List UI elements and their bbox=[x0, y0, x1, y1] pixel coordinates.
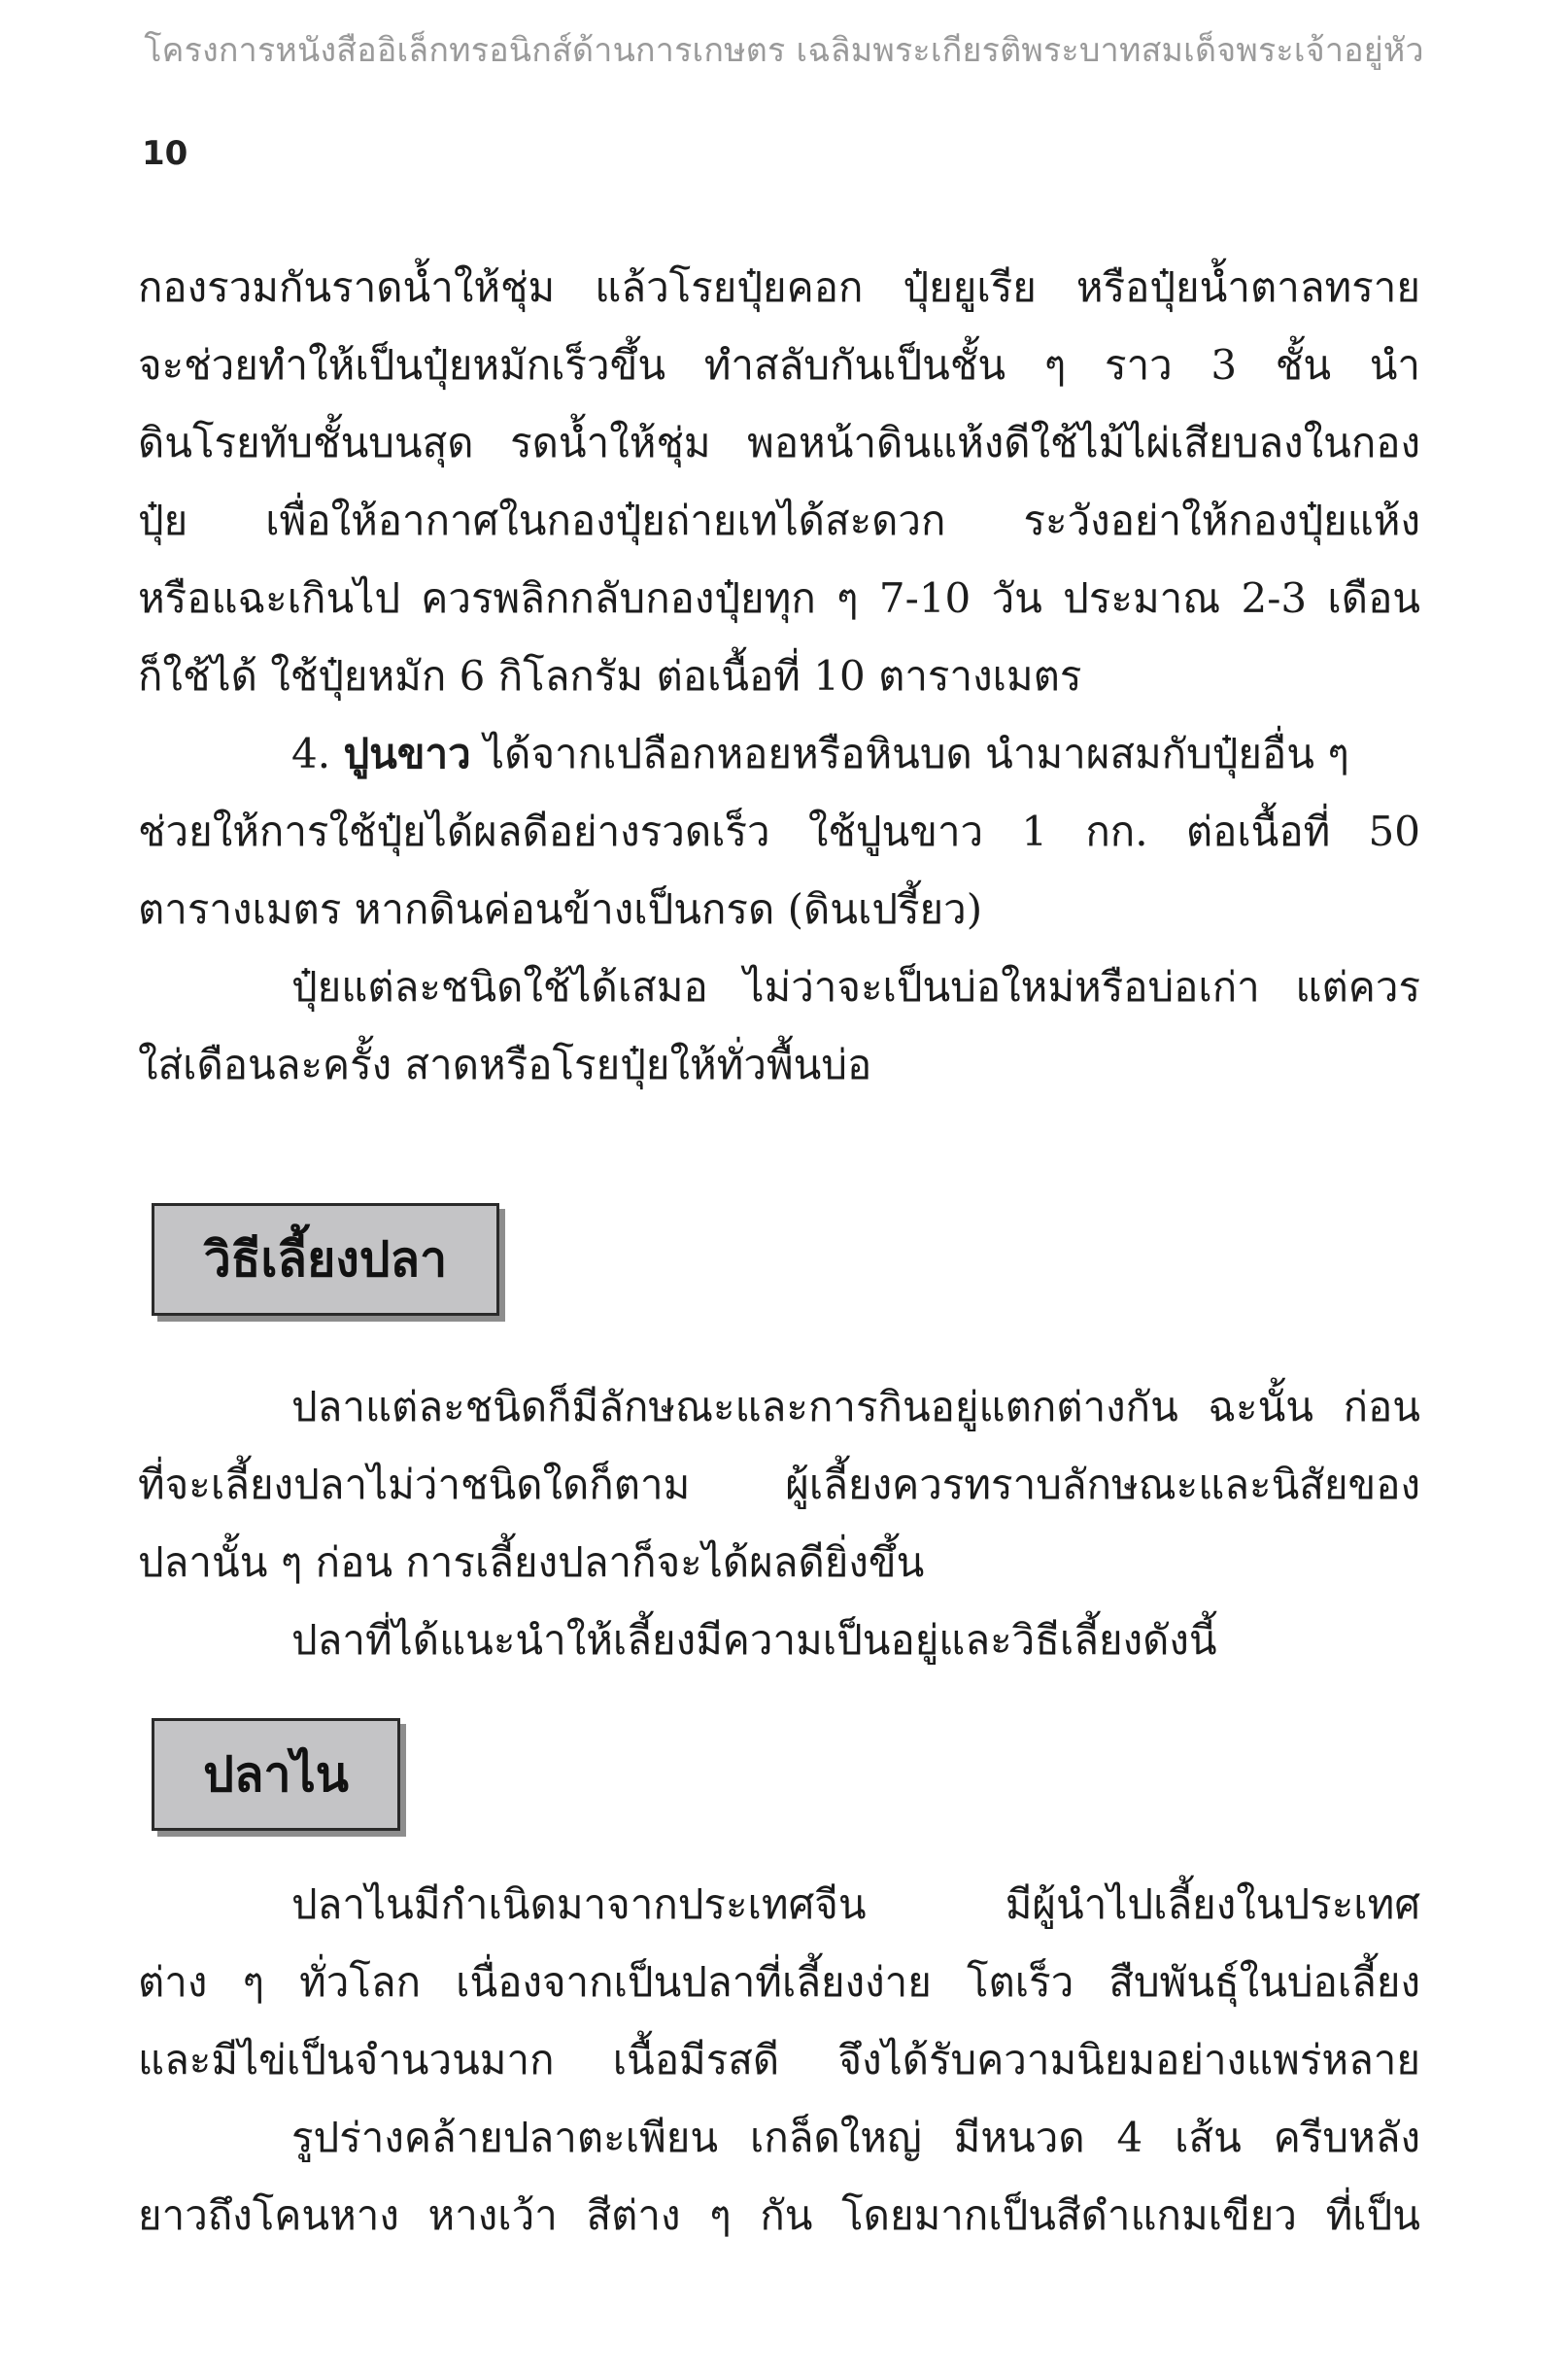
text-line: ใส่เดือนละครั้ง สาดหรือโรยปุ๋ยให้ทั่วพื้นบ่อ bbox=[138, 1041, 872, 1088]
text-line: ปลานั้น ๆ ก่อน การเลี้ยงปลาก็จะได้ผลดียิ่งขึ้น bbox=[138, 1538, 925, 1586]
text-line: ปลาที่ได้แนะนำให้เลี้ยงมีความเป็นอยู่และวิธีเลี้ยงดังนี้ bbox=[291, 1616, 1217, 1664]
text-line: และมีไข่เป็นจำนวนมาก เนื้อมีรสดี จึงได้รับความนิยมอย่างแพร่หลาย bbox=[138, 2036, 1420, 2083]
text-line: ดินโรยทับชั้นบนสุด รดน้ำให้ชุ่ม พอหน้าดินแห้งดีใช้ไม้ไผ่เสียบลงในกอง bbox=[138, 419, 1420, 466]
page-number: 10 bbox=[142, 134, 188, 173]
text-line: ตารางเมตร หากดินค่อนข้างเป็นกรด (ดินเปรี้ยว) bbox=[138, 885, 983, 933]
section-heading-common-carp: ปลาไน bbox=[152, 1718, 400, 1831]
text-line: ยาวถึงโคนหาง หางเว้า สีต่าง ๆ กัน โดยมากเป็นสีดำแกมเขียว ที่เป็น bbox=[138, 2191, 1420, 2239]
list-item-term: ปูนขาว bbox=[343, 730, 471, 777]
text-line: ก็ใช้ได้ ใช้ปุ๋ยหมัก 6 กิโลกรัม ต่อเนื้อที่ 10 ตารางเมตร bbox=[138, 652, 1082, 700]
text-line: จะช่วยทำให้เป็นปุ๋ยหมักเร็วขึ้น ทำสลับกันเป็นชั้น ๆ ราว 3 ชั้น นำ bbox=[138, 341, 1420, 389]
text-line: ที่จะเลี้ยงปลาไม่ว่าชนิดใดก็ตาม ผู้เลี้ยงควรทราบลักษณะและนิสัยของ bbox=[138, 1461, 1420, 1508]
list-item-number: 4. bbox=[291, 730, 331, 777]
text-line: ช่วยให้การใช้ปุ๋ยได้ผลดีอย่างรวดเร็ว ใช้ปูนขาว 1 กก. ต่อเนื้อที่ 50 bbox=[138, 808, 1420, 855]
fish-raising-section bbox=[138, 1368, 1420, 1679]
fertilizer-section bbox=[138, 249, 1420, 1104]
running-header: โครงการหนังสืออิเล็กทรอนิกส์ด้านการเกษตร เฉลิมพระเกียรติพระบาทสมเด็จพระเจ้าอยู่หัว bbox=[144, 31, 1424, 70]
text-line: ปลาไนมีกำเนิดมาจากประเทศจีน มีผู้นำไปเลี้ยงในประเทศ bbox=[291, 1880, 1420, 1928]
section-heading-fish-raising: วิธีเลี้ยงปลา bbox=[152, 1203, 499, 1316]
text-line: ปลาแต่ละชนิดก็มีลักษณะและการกินอยู่แตกต่างกัน ฉะนั้น ก่อน bbox=[291, 1383, 1420, 1430]
text-line: กองรวมกันราดน้ำให้ชุ่ม แล้วโรยปุ๋ยคอก ปุ๋ยยูเรีย หรือปุ๋ยน้ำตาลทราย bbox=[138, 263, 1420, 311]
text-line: หรือแฉะเกินไป ควรพลิกกลับกองปุ๋ยทุก ๆ 7-10 วัน ประมาณ 2-3 เดือน bbox=[138, 574, 1420, 622]
text-line: รูปร่างคล้ายปลาตะเพียน เกล็ดใหญ่ มีหนวด 4 เส้น ครีบหลัง bbox=[291, 2114, 1420, 2161]
text-line: ต่าง ๆ ทั่วโลก เนื่องจากเป็นปลาที่เลี้ยงง่าย โตเร็ว สืบพันธุ์ในบ่อเลี้ยง bbox=[138, 1958, 1420, 2006]
text-line: ปุ๋ยแต่ละชนิดใช้ได้เสมอ ไม่ว่าจะเป็นบ่อใหม่หรือบ่อเก่า แต่ควร bbox=[291, 963, 1420, 1011]
list-item-text: ได้จากเปลือกหอยหรือหินบด นำมาผสมกับปุ๋ยอื่น ๆ bbox=[484, 730, 1349, 777]
common-carp-section bbox=[138, 1866, 1420, 2255]
list-item-4 bbox=[138, 715, 1420, 793]
text-line: ปุ๋ย เพื่อให้อากาศในกองปุ๋ยถ่ายเทได้สะดวก ระวังอย่าให้กองปุ๋ยแห้ง bbox=[138, 497, 1420, 544]
